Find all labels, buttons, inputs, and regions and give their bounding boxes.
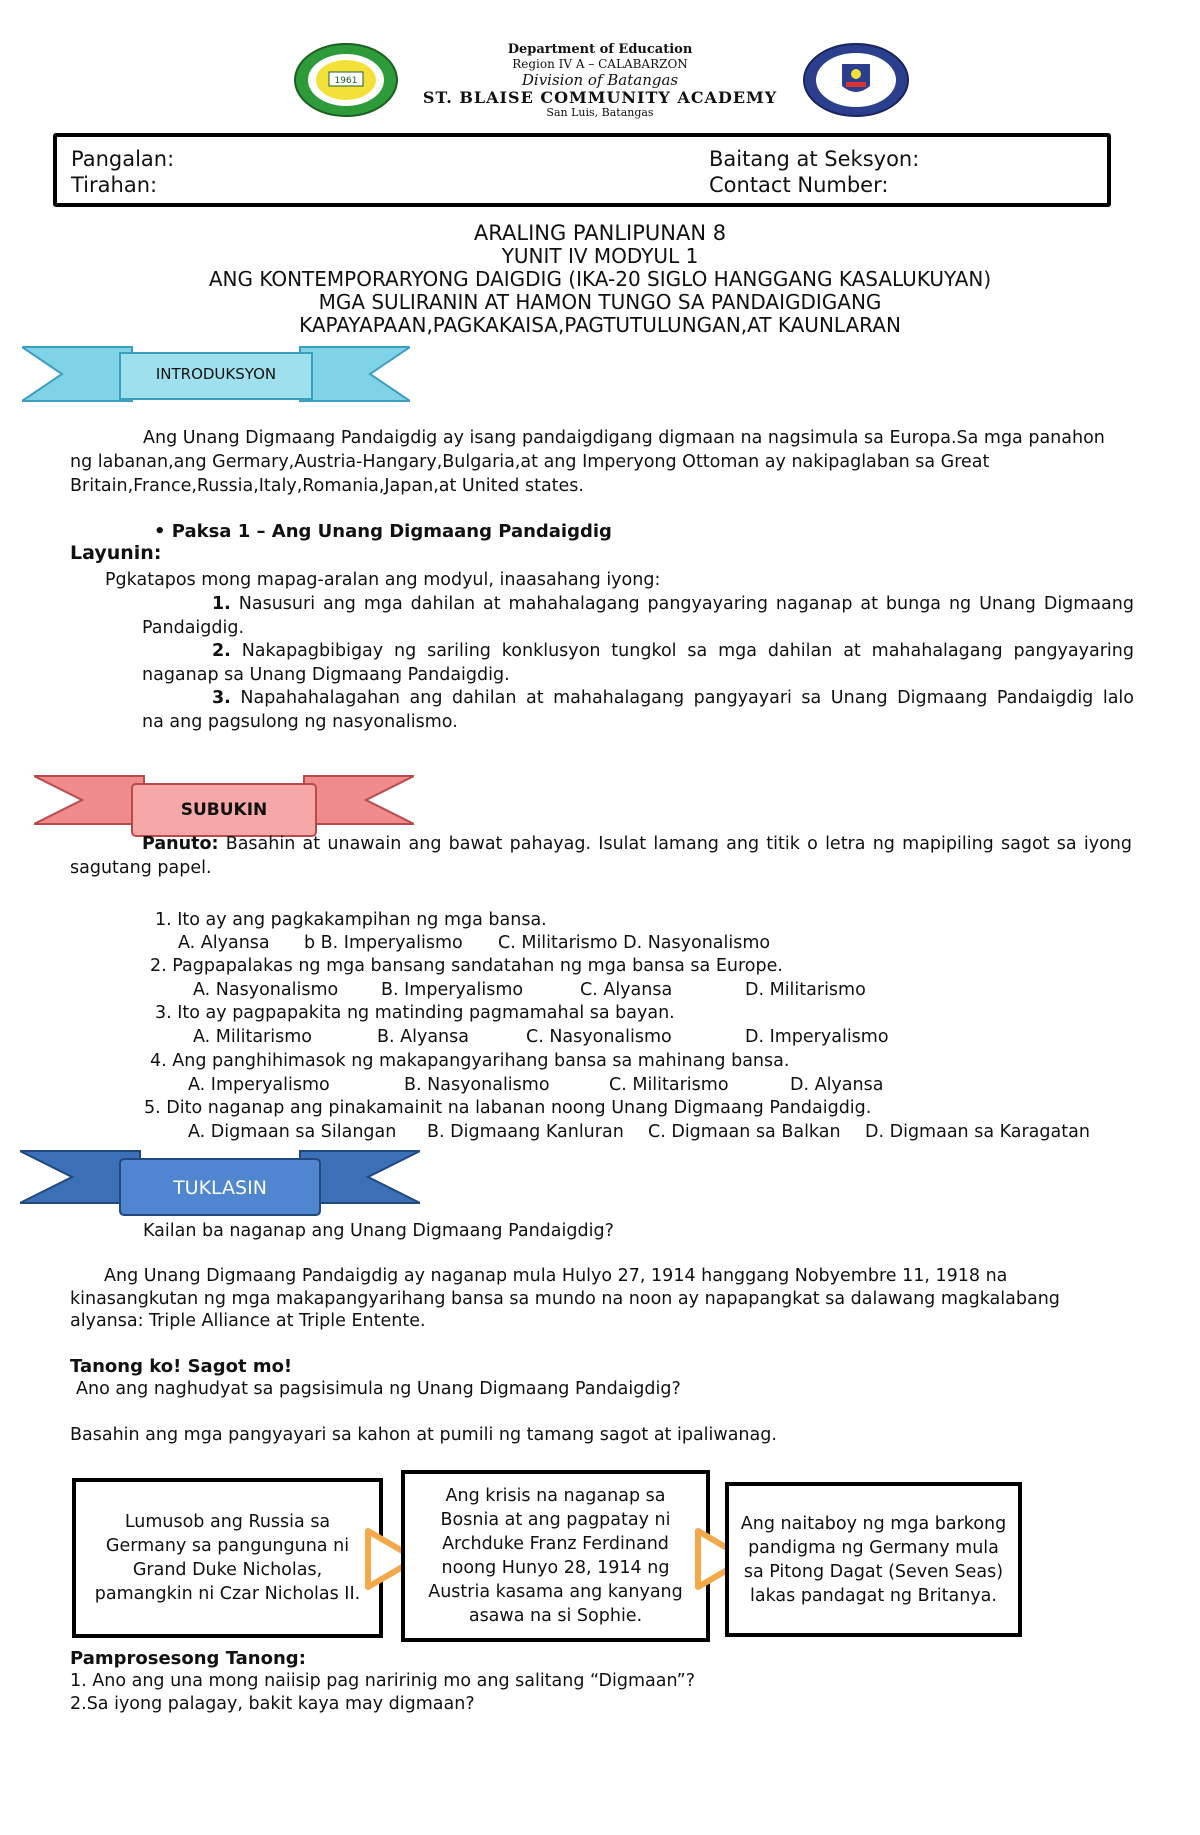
intro-line-2: ng labanan,ang Germary,Austria-Hangary,Bulgaria,at ang Imperyong Ottoman ay nakipaglaban sa Great (70, 452, 990, 472)
module-titles (0, 222, 1200, 337)
letterhead (400, 43, 800, 120)
question-1: 1. Ito ay ang pagkakampihan ng mga bansa. (155, 910, 547, 930)
question-4: 4. Ang panghihimasok ng makapangyarihang bansa sa mahinang bansa. (150, 1051, 790, 1071)
objective-2 (142, 639, 1134, 687)
question-3: 3. Ito ay pagpapakita ng matinding pagmamahal sa bayan. (155, 1003, 675, 1023)
question-2: 2. Pagpapalakas ng mga bansang sandatahan ng mga bansa sa Europe. (150, 956, 783, 976)
event-box-2-line-6: asawa na si Sophie. (468, 1606, 643, 1626)
event-box-2-line-1: Ang krisis na naganap sa (445, 1486, 666, 1506)
student-info-box (53, 133, 1111, 207)
tuklasin-answer-line-3: alyansa: Triple Alliance at Triple Entente. (70, 1311, 426, 1331)
objective-3-number: 3. (212, 688, 231, 708)
q1-choice-c: C. Militarismo D. Nasyonalismo (498, 933, 771, 953)
pamprosesong-heading: Pamprosesong Tanong: (70, 1648, 306, 1669)
topic-title: ANG KONTEMPORARYONG DAIGDIG (IKA-20 SIGLO HANGGANG KASALUKUYAN) (208, 267, 992, 291)
q4-choice-a: A. Imperyalismo (188, 1075, 330, 1095)
subject-title: ARALING PANLIPUNAN 8 (473, 221, 727, 245)
objective-1-text: Nasusuri ang mga dahilan at mahahalagang pangyayaring naganap at bunga ng Unang Digmaang (238, 594, 1134, 614)
event-box-1-line-4: pamangkin ni Czar Nicholas II. (94, 1584, 361, 1604)
tuklasin-answer-line-1: Ang Unang Digmaang Pandaigdig ay naganap mula Hulyo 27, 1914 hanggang Nobyembre 11, 1918 na (104, 1266, 1008, 1286)
tuklasin-answer (70, 1264, 1140, 1332)
q1-choice-a: A. Alyansa (178, 933, 270, 953)
objective-1-number: 1. (212, 594, 231, 614)
question-5: 5. Dito naganap ang pinakamainit na labanan noong Unang Digmaang Pandaigdig. (144, 1098, 872, 1118)
panuto-text: Basahin at unawain ang bawat pahayag. Isulat lamang ang titik o letra ng mapipiling sagot sa iyong (218, 834, 1132, 854)
panuto-label: Panuto: (142, 834, 219, 854)
q5-choice-d: D. Digmaan sa Karagatan (865, 1122, 1090, 1142)
q4-choice-d: D. Alyansa (790, 1075, 884, 1095)
q3-choice-d: D. Imperyalismo (745, 1027, 889, 1047)
region-name: Region IV A – CALABARZON (512, 56, 688, 71)
q1-choice-b: b B. Imperyalismo (304, 933, 463, 953)
deped-seal-right (802, 42, 910, 118)
tuklasin-banner (20, 1145, 420, 1221)
subukin-banner-label: SUBUKIN (180, 800, 268, 820)
event-box-2-line-4: noong Hunyo 28, 1914 ng (441, 1558, 670, 1578)
event-box-3-line-4: lakas pandagat ng Britanya. (750, 1585, 997, 1606)
address-label: Tirahan: (71, 173, 158, 197)
tuklasin-instruction: Basahin ang mga pangyayari sa kahon at pumili ng tamang sagot at ipaliwanag. (70, 1425, 777, 1445)
panuto-text-cont: sagutang papel. (70, 858, 212, 878)
event-box-1-line-1: Lumusob ang Russia sa (124, 1512, 331, 1532)
grade-section-label: Baitang at Seksyon: (709, 147, 920, 171)
q2-choice-b: B. Imperyalismo (381, 980, 524, 1000)
pamprosesong-q1: 1. Ano ang una mong naiisip pag naririnig mo ang salitang “Digmaan”? (70, 1671, 695, 1691)
dept-name: Department of Education (507, 42, 693, 57)
layunin-lead: Pgkatapos mong mapag-aralan ang modyul, inaasahang iyong: (105, 570, 661, 590)
seal-year: 1961 (334, 76, 358, 86)
event-box-1-line-3: Grand Duke Nicholas, (132, 1560, 323, 1580)
objective-2-text: Nakapagbibigay ng sariling konklusyon tungkol sa mga dahilan at mahahalagang pangyayaring (241, 641, 1134, 661)
event-box-2-line-2: Bosnia at ang pagpatay ni (440, 1510, 671, 1530)
event-box-2-line-3: Archduke Franz Ferdinand (442, 1534, 669, 1554)
tuklasin-banner-label: TUKLASIN (173, 1177, 267, 1199)
event-box-2 (401, 1470, 710, 1642)
paksa-heading: • Paksa 1 – Ang Unang Digmaang Pandaigdig (154, 521, 612, 542)
school-name: ST. BLAISE COMMUNITY ACADEMY (422, 87, 778, 107)
tuklasin-answer-line-2: kinasangkutan ng mga makapangyarihang bansa sa mundo na noon ay napapangkat sa dalawang magkalabang (70, 1289, 1060, 1309)
q5-choice-b: B. Digmaang Kanluran (427, 1122, 624, 1142)
unit-title: YUNIT IV MODYUL 1 (501, 244, 699, 268)
school-seal-left (293, 42, 399, 118)
division-name: Division of Batangas (521, 70, 679, 89)
name-label: Pangalan: (71, 147, 175, 171)
tanong-question: Ano ang naghudyat sa pagsisimula ng Unang Digmaang Pandaigdig? (76, 1379, 681, 1399)
layunin-heading: Layunin: (70, 542, 162, 564)
tanong-heading: Tanong ko! Sagot mo! (70, 1356, 293, 1377)
tuklasin-question: Kailan ba naganap ang Unang Digmaang Pandaigdig? (143, 1221, 614, 1241)
q4-choice-c: C. Militarismo (609, 1075, 729, 1095)
pamprosesong-q2: 2.Sa iyong palagay, bakit kaya may digmaan? (70, 1694, 475, 1714)
objective-3-text: Napahahalagahan ang dahilan at mahahalagang pangyayari sa Unang Digmaang Pandaigdig lalo (240, 688, 1134, 708)
event-box-3-line-1: Ang naitaboy ng mga barkong (740, 1513, 1007, 1534)
event-box-3-line-2: pandigma ng Germany mula (748, 1537, 999, 1558)
town-name: San Luis, Batangas (546, 106, 654, 120)
objective-3-cont: na ang pagsulong ng nasyonalismo. (142, 712, 458, 732)
objective-1 (142, 592, 1134, 640)
event-box-1 (72, 1478, 383, 1638)
intro-line-1: Ang Unang Digmaang Pandaigdig ay isang pandaigdigang digmaan na nagsimula sa Europa.Sa mga panahon (143, 428, 1105, 448)
q3-choice-b: B. Alyansa (377, 1027, 469, 1047)
q3-choice-a: A. Militarismo (193, 1027, 312, 1047)
q2-choice-a: A. Nasyonalismo (193, 980, 339, 1000)
q5-choice-c: C. Digmaan sa Balkan (648, 1122, 841, 1142)
intro-banner-label: INTRODUKSYON (155, 365, 277, 383)
panuto-paragraph (70, 832, 1132, 880)
objective-2-number: 2. (212, 641, 231, 661)
q2-choice-d: D. Militarismo (745, 980, 866, 1000)
contact-number-label: Contact Number: (709, 173, 889, 197)
subtopic-title-2: KAPAYAPAAN,PAGKAKAISA,PAGTUTULUNGAN,AT KAUNLARAN (299, 313, 901, 337)
subtopic-title-1: MGA SULIRANIN AT HAMON TUNGO SA PANDAIGDIGANG (318, 290, 882, 314)
q5-choice-a: A. Digmaan sa Silangan (188, 1122, 397, 1142)
objective-1-cont: Pandaigdig. (142, 618, 245, 638)
event-box-3-line-3: sa Pitong Dagat (Seven Seas) (743, 1561, 1004, 1582)
objective-2-cont: naganap sa Unang Digmaang Pandaigdig. (142, 665, 510, 685)
event-box-3 (725, 1482, 1022, 1637)
q3-choice-c: C. Nasyonalismo (526, 1027, 672, 1047)
objective-3 (142, 686, 1134, 734)
q2-choice-c: C. Alyansa (580, 980, 673, 1000)
intro-paragraph (70, 426, 1130, 498)
intro-line-3: Britain,France,Russia,Italy,Romania,Japan,at United states. (70, 476, 584, 496)
event-box-1-line-2: Germany sa pangunguna ni (105, 1536, 350, 1556)
intro-banner (22, 343, 410, 405)
event-box-2-line-5: Austria kasama ang kanyang (428, 1582, 683, 1602)
q4-choice-b: B. Nasyonalismo (404, 1075, 550, 1095)
